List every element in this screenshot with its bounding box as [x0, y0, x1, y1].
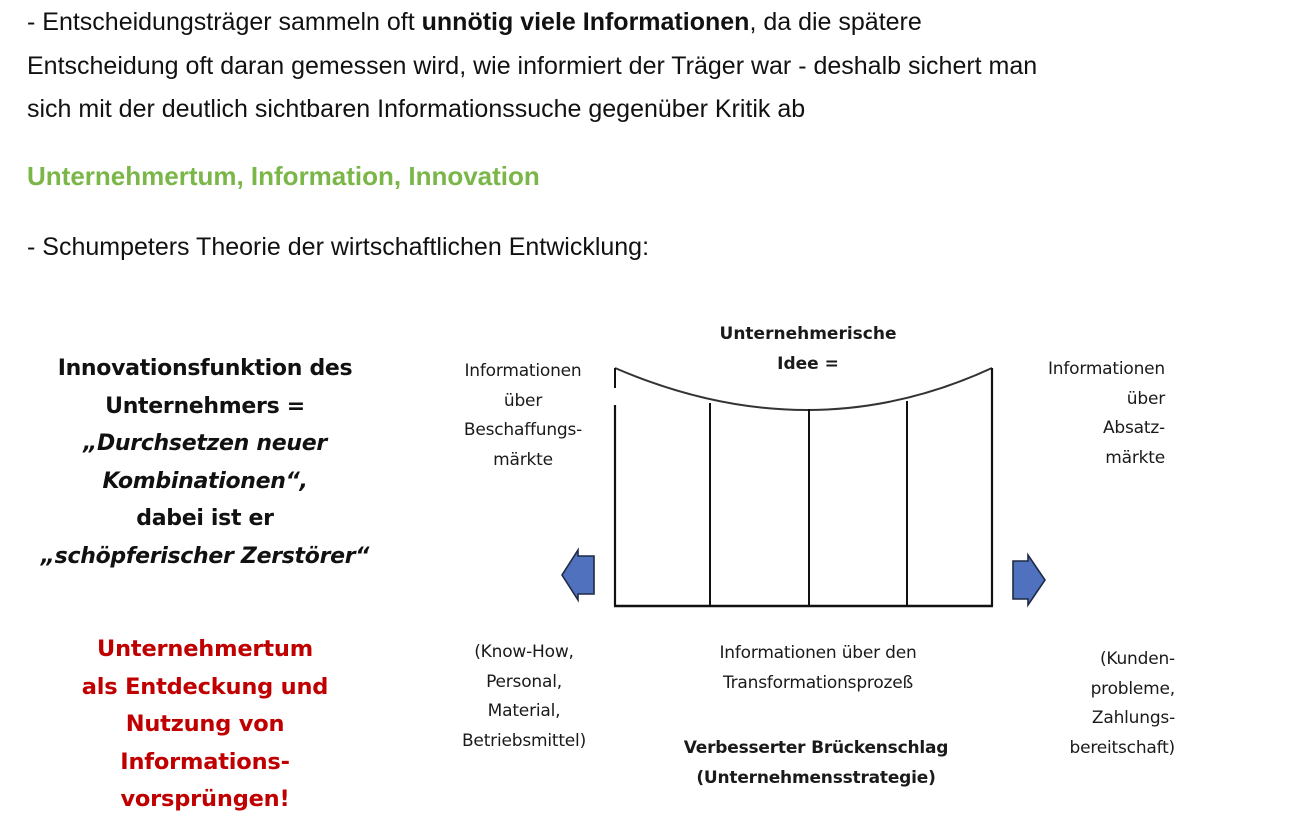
text-paragraph: [27, 1, 1267, 132]
bullet-schumpeter: - Schumpeters Theorie der wirtschaftlichen Entwicklung:: [27, 233, 650, 261]
emphasis-text: unnötig viele Informationen: [421, 8, 750, 36]
entrepreneurship-highlight: Unternehmertum als Entdeckung und Nutzung von Informations- vorsprüngen!: [81, 636, 329, 812]
arrow-right-icon: [1013, 555, 1045, 605]
paragraph-line-2: Entscheidung oft daran gemessen wird, wie informiert der Träger war - deshalb sichert man: [27, 51, 1038, 80]
procurement-examples: (Know-How, Personal, Material, Betriebsmittel): [461, 642, 587, 751]
section-heading: Unternehmertum, Information, Innovation: [27, 161, 540, 191]
idea-label: Unternehmerische Idee =: [719, 324, 897, 374]
paragraph-line-3: sich mit der deutlich sichtbaren Informationssuche gegenüber Kritik ab: [27, 95, 806, 123]
schumpeter-figure: [0, 300, 1309, 834]
sales-examples: (Kunden- probleme, Zahlungs- bereitschaft): [1069, 649, 1175, 758]
innovation-function-text: Innovationsfunktion des Unternehmers = „Durchsetzen neuer Kombinationen“, dabei ist er „schöpferischer Zerstörer“: [40, 356, 370, 569]
sales-market-info: Informationen über Absatz- märkte: [1047, 359, 1165, 468]
procurement-market-info: Informationen über Beschaffungs- märkte: [463, 361, 583, 470]
arrow-left-icon: [562, 550, 594, 600]
transformation-info: Informationen über den Transformationsprozeß: [719, 643, 917, 693]
paragraph-line-1: - Entscheidungsträger sammeln oft unnötig viele Informationen, da die spätere: [27, 8, 922, 36]
bridge-strategy-label: Verbesserter Brückenschlag (Unternehmensstrategie): [683, 738, 949, 788]
